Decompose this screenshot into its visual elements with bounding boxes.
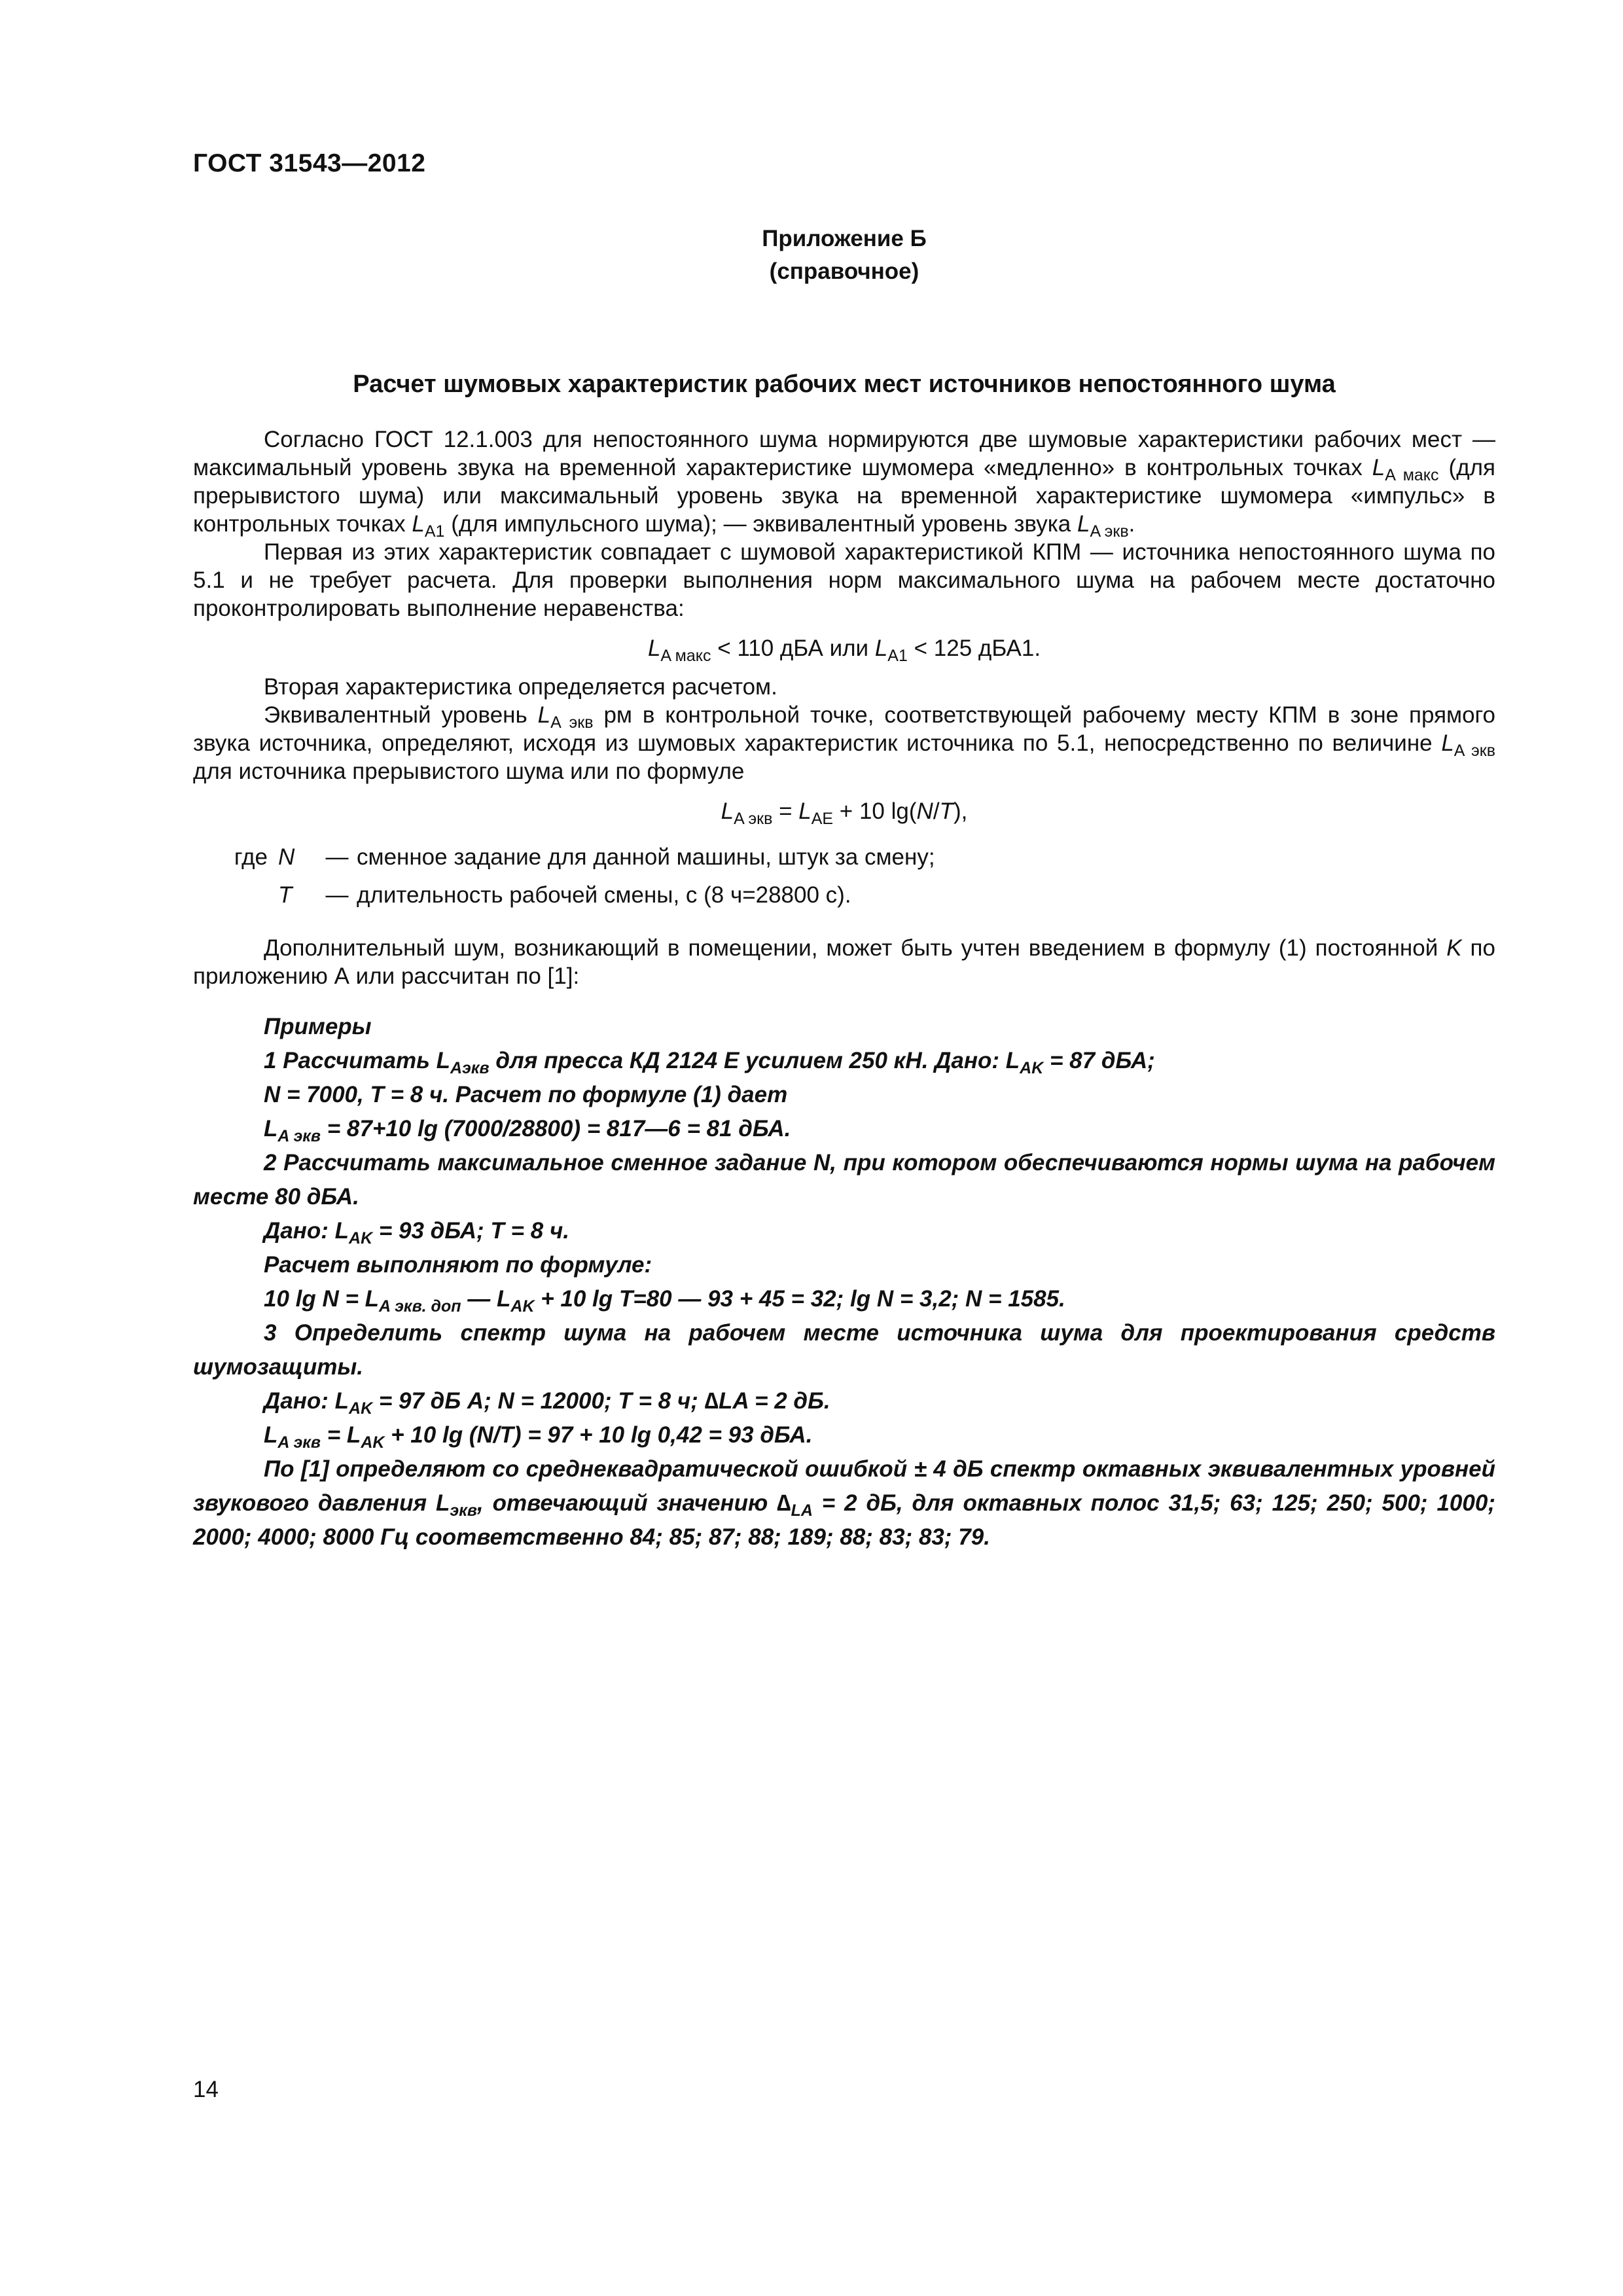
example-text: = 93 дБА; T = 8 ч. [372, 1218, 570, 1244]
example-line: N = 7000, T = 8 ч. Расчет по формуле (1) дает [264, 1082, 788, 1107]
section-title: Расчет шумовых характеристик рабочих мест источников непостоянного шума [353, 370, 1336, 398]
where-definition: сменное задание для данной машины, штук за смену; [357, 844, 935, 870]
body-text [193, 425, 1495, 1554]
formula-slash: / [933, 798, 940, 824]
subscript: A макс [660, 647, 711, 665]
p4-text-b: рм в контрольной точке, соответствующей рабочему месту КПМ в зоне прямого звука источника, определяют, исходя из шумовых характеристик источника по 5.1, непосредственно по величине [193, 702, 1496, 756]
subscript: AE [811, 810, 834, 828]
p1-end: . [1128, 511, 1135, 537]
formula-eq: = [772, 798, 799, 824]
subscript: A экв [734, 810, 773, 828]
example-text: По [1] определяют со среднеквадратической ошибкой ± 4 дБ спектр октавных эквивалентных уровней звукового давления L [193, 1456, 1495, 1516]
example-text: = 97 дБ А; N = 12000; T = 8 ч; ∆LA = 2 дБ. [372, 1388, 830, 1414]
example-text: — L [461, 1286, 511, 1312]
example-line [193, 1214, 1495, 1248]
where-item [193, 838, 1495, 876]
where-lead [193, 876, 278, 914]
subscript: A макс [1385, 466, 1439, 484]
where-item [193, 876, 1495, 914]
example-text: = 87 дБА; [1043, 1048, 1155, 1073]
example-line [193, 1452, 1495, 1554]
appendix-label: Приложение Б [762, 226, 927, 251]
example-text: = 2 дБ, для октавных полос 31,5; 63; 125; 250; 500; 1000; 2000; 4000; 8000 Гц соответственно 84; 85; 87; 88; 189; 88; 83; 83; 79. [193, 1490, 1495, 1550]
examples-block [193, 1010, 1495, 1554]
subscript: AK [349, 1399, 373, 1418]
subscript: AK [1020, 1059, 1044, 1077]
p5-end: по приложению А или рассчитан по [1]: [193, 935, 1495, 989]
where-definition: длительность рабочей смены, с (8 ч=28800 с). [357, 882, 851, 908]
example-text: L [264, 1116, 278, 1141]
example-line [193, 1282, 1495, 1316]
paragraph-2: Первая из этих характеристик совпадает с шумовой характеристикой КПМ — источника непостоянного шума по 5.1 и не требует расчета. Для проверки выполнения норм максимального шума на рабочем месте достаточно проконтролировать выполнение неравенства: [193, 539, 1495, 621]
subscript: AK [361, 1433, 385, 1452]
p4-text-c: для источника прерывистого шума или по формуле [193, 759, 745, 784]
example-text: L [264, 1422, 278, 1448]
subscript: A экв [277, 1433, 321, 1452]
p1-text-2: (для прерывистого шума) или максимальный уровень звука на временной характеристике шумомера «импульс» в контрольных точках [193, 455, 1495, 537]
symbol-L: L [721, 798, 734, 824]
page-number: 14 [193, 2077, 219, 2102]
example-text: для пресса КД 2124 Е усилием 250 кН. Дано: L [489, 1048, 1020, 1073]
symbol-L: L [874, 636, 888, 661]
example-text: Дано: L [264, 1218, 349, 1244]
inequality [193, 634, 1495, 665]
standard-header: ГОСТ 31543—2012 [193, 149, 426, 177]
subscript: A экв [1454, 742, 1495, 760]
p1-text-3: (для импульсного шума); — эквивалентный уровень звука [444, 511, 1077, 537]
formula-part: ), [953, 798, 968, 824]
symbol-N: N [916, 798, 933, 824]
symbol-L: L [1441, 730, 1454, 756]
p4-text-a: Эквивалентный уровень [264, 702, 538, 728]
example-line [193, 1112, 1495, 1146]
symbol-K: K [1446, 935, 1462, 961]
example-text: + 10 lg (N/T) = 97 + 10 lg 0,42 = 93 дБА. [384, 1422, 813, 1448]
symbol-L: L [647, 636, 661, 661]
example-text: , отвечающий значению ∆ [476, 1490, 791, 1516]
paragraph-4 [193, 701, 1495, 785]
symbol-L: L [1372, 455, 1385, 480]
p5-text: Дополнительный шум, возникающий в помещении, может быть учтен введением в формулу (1) постоянной [264, 935, 1447, 961]
example-text: = 87+10 lg (7000/28800) = 817—6 = 81 дБА. [321, 1116, 791, 1141]
formula-part: + 10 lg( [833, 798, 917, 824]
example-line [193, 1418, 1495, 1452]
subscript: AK [349, 1229, 373, 1247]
subscript: AK [510, 1297, 535, 1316]
subscript: A экв. доп [379, 1297, 461, 1316]
where-list [193, 838, 1495, 914]
subscript: A экв [550, 713, 594, 732]
subscript: A1 [887, 647, 908, 665]
where-lead: где [234, 844, 268, 870]
example-text: = L [321, 1422, 361, 1448]
example-text: + 10 lg T=80 — 93 + 45 = 32; lg N = 3,2; N = 1585. [534, 1286, 1065, 1312]
formula-1 [193, 797, 1495, 828]
where-variable: N [278, 844, 295, 870]
paragraph-1 [193, 425, 1495, 541]
subscript: A экв [277, 1127, 321, 1145]
inequality-end: < 125 дБА1. [907, 636, 1041, 661]
subscript: Aэкв [450, 1059, 490, 1077]
p1-text: Согласно ГОСТ 12.1.003 для непостоянного шума нормируются две шумовые характеристики рабочих мест — максимальный уровень звука на временной характеристике шумомера «медленно» в контрольных точках [193, 427, 1495, 480]
where-variable: T [278, 882, 293, 908]
paragraph-3: Вторая характеристика определяется расчетом. [264, 674, 777, 700]
example-text: 10 lg N = L [264, 1286, 380, 1312]
paragraph-5 [193, 934, 1495, 990]
example-line [193, 1044, 1495, 1078]
appendix-kind: (справочное) [769, 259, 919, 284]
inequality-mid: < 110 дБА или [711, 636, 875, 661]
example-text: Дано: L [264, 1388, 349, 1414]
subscript: экв [450, 1501, 477, 1520]
where-dash: — [325, 882, 349, 908]
example-line: 2 Рассчитать максимальное сменное задание N, при котором обеспечиваются нормы шума на рабочем месте 80 дБА. [193, 1150, 1495, 1210]
symbol-L: L [537, 702, 551, 728]
subscript: LA [791, 1501, 813, 1520]
where-dash: — [325, 844, 349, 870]
symbol-L: L [1077, 511, 1090, 537]
symbol-L: L [798, 798, 812, 824]
example-line: 3 Определить спектр шума на рабочем месте источника шума для проектирования средств шумозащиты. [193, 1320, 1495, 1380]
symbol-T: T [939, 798, 954, 824]
subscript: A экв [1090, 522, 1129, 541]
subscript: A1 [424, 522, 445, 541]
example-line: Расчет выполняют по формуле: [264, 1252, 652, 1278]
example-text: 1 Рассчитать L [264, 1048, 450, 1073]
example-line [193, 1384, 1495, 1418]
examples-heading: Примеры [264, 1014, 372, 1039]
symbol-L: L [412, 511, 425, 537]
